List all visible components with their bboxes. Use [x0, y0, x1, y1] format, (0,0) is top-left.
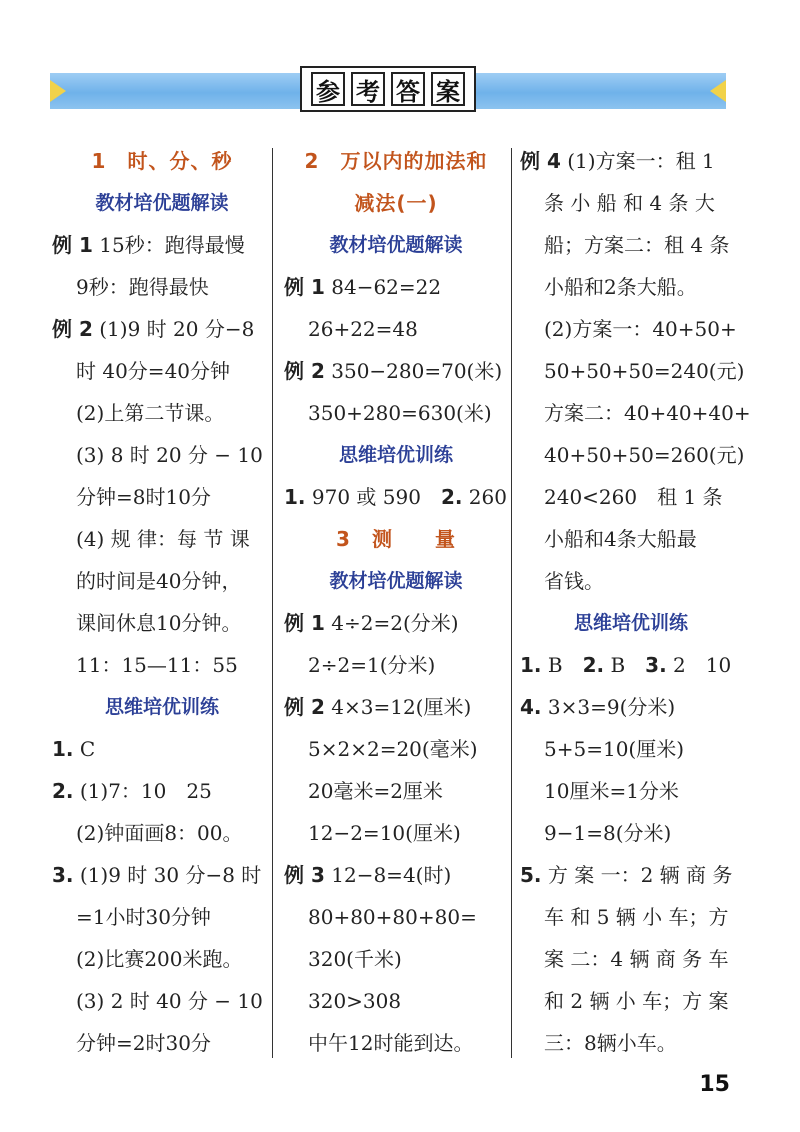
answer-line [52, 224, 272, 266]
answer-line [52, 770, 272, 812]
answer-continuation: (2)上第二节课。 [76, 401, 225, 425]
answer-continuation: 20毫米=2厘米 [308, 779, 443, 803]
answer-continuation: 分钟=2时30分 [76, 1031, 211, 1055]
answer-label: 例 1 [284, 611, 325, 635]
answer-continuation: 5+5=10(厘米) [544, 737, 685, 761]
answer-continuation: 350+280=630(米) [308, 401, 492, 425]
answer-text: (1)9 时 30 分−8 时 [73, 863, 262, 887]
answer-continuation: (2)方案一：40+50+ [544, 317, 737, 341]
answer-continuation: 船；方案二：租 4 条 [544, 233, 730, 257]
answer-continuation: 小船和4条大船最 [544, 527, 697, 551]
answer-continuation: 案 二：4 辆 商 务 车 [544, 947, 729, 971]
banner-bar-right [476, 73, 726, 109]
answer-text: (1)7：10 25 [73, 779, 212, 803]
answer-text: 260 [462, 485, 507, 509]
answer-text: 12−8=4(时) [324, 863, 452, 887]
answer-continuation: 省钱。 [544, 569, 604, 593]
answer-column-3 [520, 140, 751, 1064]
answer-label: 例 1 [52, 233, 93, 257]
answer-text: 4×3=12(厘米) [324, 695, 472, 719]
answer-line [284, 350, 508, 392]
answer-continuation: 5×2×2=20(毫米) [308, 737, 478, 761]
answer-label: 5. [520, 863, 542, 887]
answer-label: 例 1 [284, 275, 325, 299]
section-heading: 2 万以内的加法和 [304, 149, 488, 173]
answer-continuation: 三：8辆小车。 [544, 1031, 677, 1055]
answer-text: 970 或 590 [305, 485, 441, 509]
answer-text: (1)9 时 20 分−8 [92, 317, 255, 341]
subsection-heading: 思维培优训练 [104, 696, 219, 718]
answer-label: 3. [52, 863, 74, 887]
answer-continuation: 80+80+80+80= [308, 905, 477, 929]
answer-continuation: 9−1=8(分米) [544, 821, 672, 845]
answer-continuation: 9秒：跑得最快 [76, 275, 209, 299]
answer-label: 1. [284, 485, 306, 509]
answer-line [520, 686, 742, 728]
answer-line [284, 476, 508, 518]
section-heading: 1 时、分、秒 [91, 149, 233, 173]
answer-continuation: =1小时30分钟 [76, 905, 211, 929]
answer-continuation: 240<260 租 1 条 [544, 485, 723, 509]
banner-bar-left [50, 73, 300, 109]
section-heading: 3 测 量 [336, 527, 456, 551]
answer-continuation: (2)比赛200米跑。 [76, 947, 243, 971]
answer-label: 2. [582, 653, 605, 677]
answer-continuation: 40+50+50=260(元) [544, 443, 745, 467]
subsection-heading: 思维培优训练 [338, 444, 453, 466]
subsection-heading: 教材培优题解读 [329, 570, 463, 592]
answer-continuation: (3) 8 时 20 分 − 10 [76, 443, 263, 467]
answer-label: 4. [520, 695, 542, 719]
answer-text: 350−280=70(米) [324, 359, 503, 383]
answer-text: B [604, 653, 646, 677]
answer-label: 2. [52, 779, 74, 803]
subsection-heading: 教材培优题解读 [329, 234, 463, 256]
answer-label: 例 2 [284, 695, 325, 719]
answer-label: 例 4 [520, 149, 561, 173]
answer-continuation: 方案二：40+40+40+ [544, 401, 751, 425]
answer-continuation: (3) 2 时 40 分 − 10 [76, 989, 263, 1013]
answer-text: 方 案 一：2 辆 商 务 [541, 863, 733, 887]
answer-label: 1. [520, 653, 542, 677]
title-char: 参 [311, 72, 345, 106]
banner-notch-left [50, 80, 66, 102]
banner-notch-right [710, 80, 726, 102]
answer-line [284, 686, 508, 728]
answer-continuation: 10厘米=1分米 [544, 779, 679, 803]
column-divider [511, 148, 512, 1058]
answer-line [52, 728, 272, 770]
answer-text: B [541, 653, 583, 677]
answer-line [52, 854, 272, 896]
page-number: 15 [699, 1072, 730, 1097]
answer-text: 84−62=22 [324, 275, 442, 299]
subsection-heading: 思维培优训练 [573, 612, 688, 634]
answer-label: 3. [645, 653, 667, 677]
answer-line [520, 854, 742, 896]
answer-continuation: 12−2=10(厘米) [308, 821, 461, 845]
answer-continuation: (2)钟面画8：00。 [76, 821, 243, 845]
answer-line [520, 644, 742, 686]
answer-column-1 [52, 140, 272, 1064]
answer-line [284, 602, 508, 644]
answer-continuation: 50+50+50=240(元) [544, 359, 745, 383]
answer-label: 例 3 [284, 863, 325, 887]
answer-label: 例 2 [284, 359, 325, 383]
answer-line [52, 308, 272, 350]
answer-continuation: 320(千米) [308, 947, 402, 971]
answer-continuation: 320>308 [308, 989, 402, 1013]
answer-continuation: 中午12时能到达。 [308, 1031, 474, 1055]
answer-continuation: 的时间是40分钟， [76, 569, 242, 593]
answer-text: C [73, 737, 96, 761]
answer-label: 1. [52, 737, 74, 761]
answer-continuation: 课间休息10分钟。 [76, 611, 242, 635]
answer-text: (1)方案一：租 1 [560, 149, 715, 173]
answer-continuation: 车 和 5 辆 小 车；方 [544, 905, 729, 929]
answer-continuation: 2÷2=1(分米) [308, 653, 436, 677]
answer-continuation: 26+22=48 [308, 317, 418, 341]
answer-label: 2. [440, 485, 463, 509]
answer-column-2 [284, 140, 508, 1064]
title-char: 考 [351, 72, 385, 106]
answer-line [520, 140, 742, 182]
header-banner [50, 66, 726, 116]
column-divider [272, 148, 273, 1058]
answer-line [284, 266, 508, 308]
answer-continuation: 条 小 船 和 4 条 大 [544, 191, 715, 215]
answer-continuation: (4) 规 律：每 节 课 [76, 527, 250, 551]
answer-continuation: 小船和2条大船。 [544, 275, 697, 299]
title-char: 答 [391, 72, 425, 106]
answer-continuation: 时 40分=40分钟 [76, 359, 231, 383]
answer-text: 15秒：跑得最慢 [92, 233, 245, 257]
title-char: 案 [431, 72, 465, 106]
answer-continuation: 11：15—11：55 [76, 653, 238, 677]
answer-text: 4÷2=2(分米) [324, 611, 459, 635]
answer-continuation: 和 2 辆 小 车；方 案 [544, 989, 729, 1013]
answer-line [284, 854, 508, 896]
answer-continuation: 分钟=8时10分 [76, 485, 211, 509]
answer-text: 2 10 [666, 653, 732, 677]
subsection-heading: 教材培优题解读 [95, 192, 229, 214]
answer-label: 例 2 [52, 317, 93, 341]
answer-text: 3×3=9(分米) [541, 695, 676, 719]
section-heading: 减法(一) [354, 191, 438, 215]
page-title [300, 66, 476, 112]
